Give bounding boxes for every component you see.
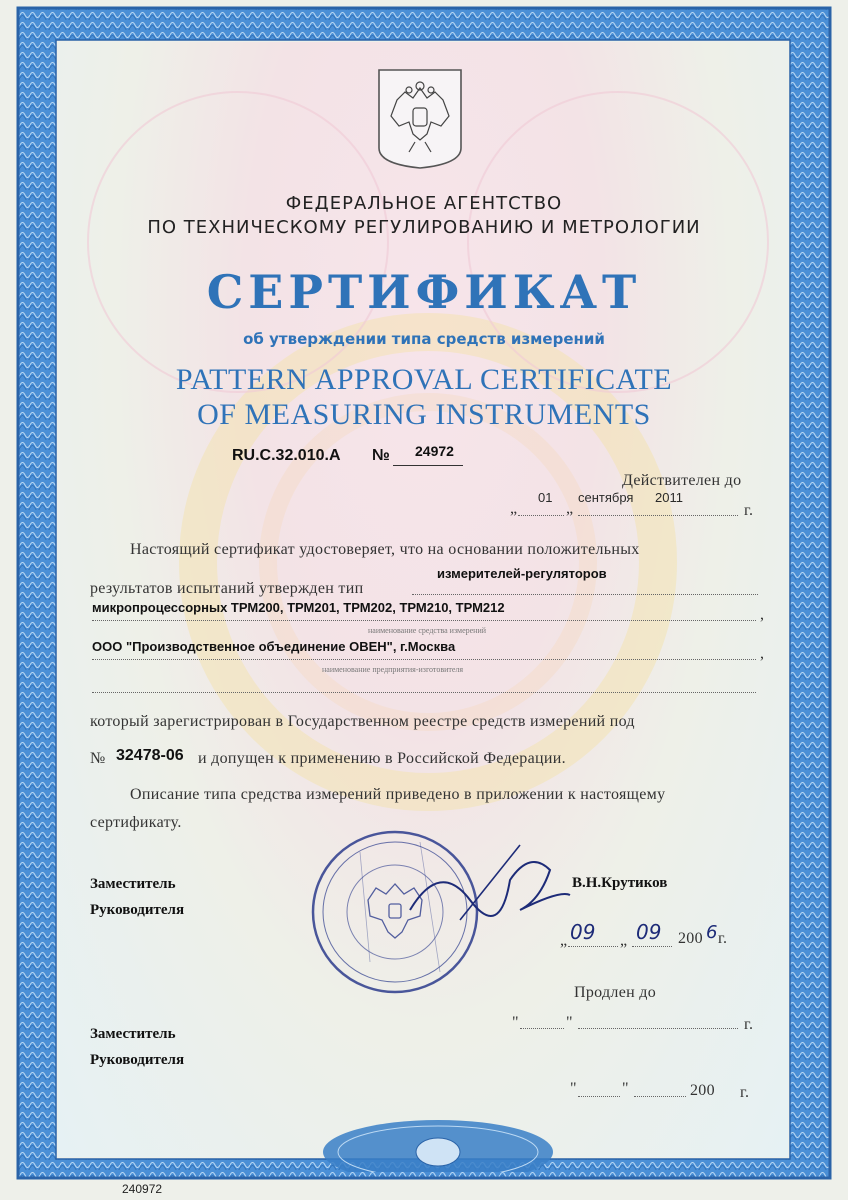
ext-quote-close: " [566, 1014, 573, 1031]
instrument-name-line2: микропроцессорных ТРМ200, ТРМ201, ТРМ202, ТРМ210, ТРМ212 [92, 600, 505, 615]
instrument-line1-dots [412, 594, 758, 595]
certificate-code: RU.C.32.010.A [232, 447, 341, 464]
extension-month-line [578, 1028, 738, 1029]
instrument-line2-dots [92, 620, 756, 621]
title-en-line1: PATTERN APPROVAL CERTIFICATE [175, 363, 673, 396]
sign-year-prefix: 200 [678, 930, 703, 947]
title-en-line2: OF MEASURING INSTRUMENTS [197, 398, 651, 431]
extension-label: Продлен до [574, 984, 657, 1001]
validity-day: 01 [538, 490, 553, 505]
validity-quote-open: „ [510, 500, 518, 517]
sign-day-line [568, 946, 618, 947]
caption-instrument: наименование средства измерений [368, 626, 487, 635]
description-line1: Описание типа средства измерений приведено в приложении к настоящему [130, 786, 666, 803]
validity-year: 2011 [655, 490, 683, 505]
date-quote-open: „ [560, 932, 568, 949]
certificate-subtitle: об утверждении типа средств измерений [243, 330, 605, 348]
extension-day-line [520, 1028, 564, 1029]
signatory-title-line1: Заместитель [90, 876, 176, 892]
sign-month: 09 [636, 920, 662, 944]
ext2-year: 200 [690, 1082, 715, 1099]
agency-name-line1: ФЕДЕРАЛЬНОЕ АГЕНТСТВО [285, 193, 563, 214]
ext-signatory-title-line1: Заместитель [90, 1026, 176, 1042]
validity-quote-close: „ [566, 500, 574, 517]
number-underline [393, 465, 463, 466]
date-quote-close: „ [620, 932, 628, 949]
agency-name-line2: ПО ТЕХНИЧЕСКОМУ РЕГУЛИРОВАНИЮ И МЕТРОЛОГИИ [147, 217, 701, 238]
validity-day-line [518, 515, 564, 516]
blank-line-dots [92, 692, 756, 693]
serial-number: 240972 [122, 1182, 163, 1196]
validity-suffix: г. [744, 502, 754, 519]
sign-year-suffix: 6 [706, 922, 718, 943]
caption-manufacturer: наименование предприятия-изготовителя [322, 665, 464, 674]
registry-sign: № [90, 750, 106, 767]
ext2-quote-open: " [570, 1080, 577, 1097]
description-line2: сертификату. [90, 814, 182, 831]
ext2-quote-close: " [622, 1080, 629, 1097]
signatory-name: В.Н.Крутиков [572, 875, 668, 891]
number-sign: № [372, 447, 390, 464]
paragraph1-line2: результатов испытаний утвержден тип [90, 580, 364, 597]
sign-day: 09 [570, 920, 596, 944]
sign-month-line [632, 946, 672, 947]
certificate-title: СЕРТИФИКАТ [206, 265, 642, 319]
bottom-ornament [318, 1112, 558, 1172]
validity-month-year-line [578, 515, 738, 516]
sign-date-suffix: г. [718, 930, 728, 947]
signatory-title-line2: Руководителя [90, 902, 185, 918]
coat-of-arms-icon [375, 68, 465, 170]
comma: , [760, 606, 765, 623]
instrument-name-line1: измерителей-регуляторов [437, 566, 607, 581]
registry-number: 32478-06 [116, 747, 184, 764]
ext2-suffix: г. [740, 1084, 750, 1101]
validity-label: Действителен до [622, 472, 742, 489]
ext2-month-line [634, 1096, 686, 1097]
registry-line: который зарегистрирован в Государственном реестре средств измерений под [90, 713, 635, 730]
manufacturer-name: ООО "Производственное объединение ОВЕН", г.Москва [92, 639, 456, 654]
comma: , [760, 645, 765, 662]
validity-month: сентября [578, 490, 634, 505]
handwritten-signature [400, 840, 580, 930]
paragraph1-line1: Настоящий сертификат удостоверяет, что на основании положительных [130, 541, 640, 558]
certificate-number: 24972 [415, 443, 454, 459]
manufacturer-line-dots [92, 659, 756, 660]
extension-suffix: г. [744, 1016, 754, 1033]
ext2-day-line [578, 1096, 620, 1097]
registry-tail: и допущен к применению в Российской Федерации. [198, 750, 566, 767]
ext-quote-open: " [512, 1014, 519, 1031]
ext-signatory-title-line2: Руководителя [90, 1052, 185, 1068]
